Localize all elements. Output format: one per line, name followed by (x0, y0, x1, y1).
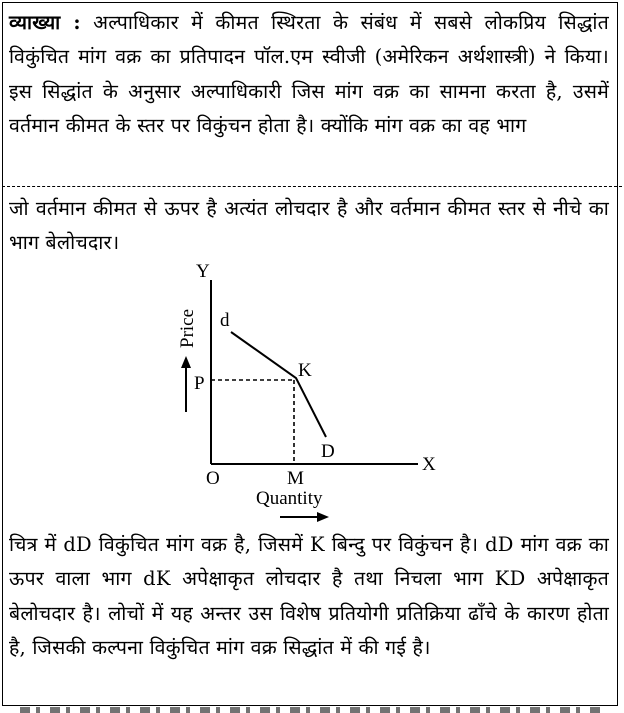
explanation-paragraph-2: जो वर्तमान कीमत से ऊपर है अत्यंत लोचदार है और वर्तमान कीमत स्तर से नीचे का भाग बेलोचदार। (9, 197, 609, 255)
quantity-arrow-head (317, 512, 329, 522)
price-tick-label: P (194, 373, 205, 394)
curve-start-label: d (220, 310, 230, 331)
explanation-paragraph-3: चित्र में dD विकुंचित मांग वक्र है, जिसमें K बिन्दु पर विकुंचन है। dD मांग वक्र का ऊपर वाला भाग dK अपेक्षाकृत लोचदार है तथा निचला भाग KD अपेक्षाकृत बेलोचदार है। लोचों में यह अन्तर उस विशेष प्रतियोगी प्रतिक्रिया ढाँचे के कारण होता है, जिसकी कल्पना विकुंचित मांग वक्र सिद्धांत में की गई है। (9, 533, 609, 660)
explanation-heading: व्याख्या : (9, 11, 81, 34)
origin-label: O (206, 468, 220, 489)
quantity-axis-title: Quantity (256, 488, 323, 509)
quantity-tick-label: M (287, 468, 304, 489)
demand-curve-dD (231, 332, 326, 437)
explanation-text-1: अल्पाधिकार में कीमत स्थिरता के संबंध में सबसे लोकप्रिय सिद्धांत विकुंचित मांग वक्र का प्रतिपादन पॉल.एम स्वीजी (अमेरिकन अर्थशास्त्री) ने किया। इस सिद्धांत के अनुसार अल्पाधिकारी जिस मांग वक्र का सामना करता है, उसमें वर्तमान कीमत के स्तर पर विकुंचन होता है। क्योंकि मांग वक्र का वह भाग (9, 11, 609, 138)
x-axis-label: X (422, 454, 436, 475)
price-axis-title: Price (177, 308, 198, 348)
curve-end-label: D (321, 441, 335, 462)
kink-label: K (298, 360, 312, 381)
y-axis-label: Y (196, 261, 210, 282)
next-page-text-fragment (20, 707, 600, 713)
price-arrow-head (181, 356, 191, 368)
